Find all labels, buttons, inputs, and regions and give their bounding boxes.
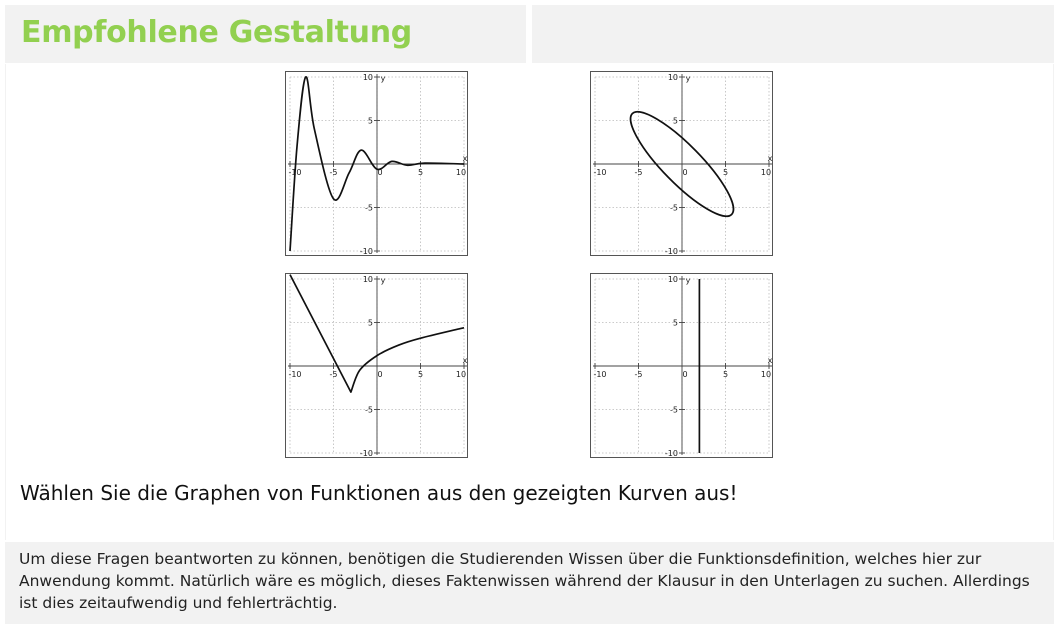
y-tick-label: -10 [359, 449, 373, 458]
footer-text: Um diese Fragen beantworten zu können, benötigen die Studierenden Wissen über die Funktionsdefinition, welches hier zur Anwendung kommt. Natürlich wäre es möglich, dieses Faktenwissen während der Klausur in den Unterlagen zu suchen. Allerdings ist dies zeitaufwendig und fehlerträchtig. [19, 550, 1030, 612]
y-tick-label: 10 [362, 73, 373, 82]
axis-label-y: y [380, 74, 386, 83]
header-side-panel [532, 5, 1054, 63]
y-tick-label: -5 [365, 405, 373, 415]
page-title: Empfohlene Gestaltung [21, 15, 412, 50]
axis-label-x: x [462, 356, 468, 365]
axis-label-y: y [685, 276, 691, 285]
x-tick-label: -10 [593, 370, 607, 379]
x-tick-label: 5 [722, 370, 729, 379]
x-tick-label: 0 [377, 370, 383, 379]
y-tick-label: -10 [359, 247, 373, 256]
y-tick-label: 5 [672, 318, 678, 328]
x-tick-label: 0 [377, 168, 383, 177]
y-tick-label: -5 [670, 405, 678, 415]
content-area [5, 64, 1054, 540]
axis-label-y: y [685, 74, 691, 83]
y-tick-label: -5 [365, 203, 373, 213]
y-tick-label: 5 [672, 116, 678, 126]
plot-svg [591, 274, 774, 459]
x-tick-label: -5 [634, 168, 643, 177]
x-tick-label: 5 [417, 370, 424, 379]
axis-label-x: x [462, 154, 468, 163]
y-tick-label: -5 [670, 203, 678, 213]
y-tick-label: -10 [664, 449, 678, 458]
graph-cusp-curve [285, 273, 468, 458]
x-tick-label: -10 [593, 168, 607, 177]
x-tick-label: 10 [455, 168, 467, 177]
axis-label-y: y [380, 276, 386, 285]
axis-label-x: x [767, 356, 773, 365]
question-text: Wählen Sie die Graphen von Funktionen aus den gezeigten Kurven aus! [20, 481, 738, 505]
graph-ellipse [590, 71, 773, 256]
x-tick-label: 10 [760, 168, 772, 177]
y-tick-label: 5 [367, 318, 373, 328]
y-tick-label: 10 [667, 73, 678, 82]
x-tick-label: 5 [417, 168, 424, 177]
x-tick-label: -5 [634, 370, 643, 379]
graph-vertical-line [590, 273, 773, 458]
x-tick-label: 0 [682, 168, 688, 177]
x-tick-label: 5 [722, 168, 729, 177]
plot-svg [286, 72, 469, 257]
graph-damped-oscillation [285, 71, 468, 256]
y-tick-label: -10 [664, 247, 678, 256]
footer-note [5, 542, 1054, 624]
x-tick-label: -10 [288, 370, 302, 379]
plot-svg [286, 274, 469, 459]
y-tick-label: 10 [362, 275, 373, 284]
x-tick-label: 10 [760, 370, 772, 379]
x-tick-label: -5 [329, 370, 338, 379]
x-tick-label: -10 [288, 168, 302, 177]
header-title-panel [5, 5, 526, 63]
x-tick-label: 0 [682, 370, 688, 379]
x-tick-label: -5 [329, 168, 338, 177]
axis-label-x: x [767, 154, 773, 163]
y-tick-label: 5 [367, 116, 373, 126]
plot-svg [591, 72, 774, 257]
x-tick-label: 10 [455, 370, 467, 379]
y-tick-label: 10 [667, 275, 678, 284]
